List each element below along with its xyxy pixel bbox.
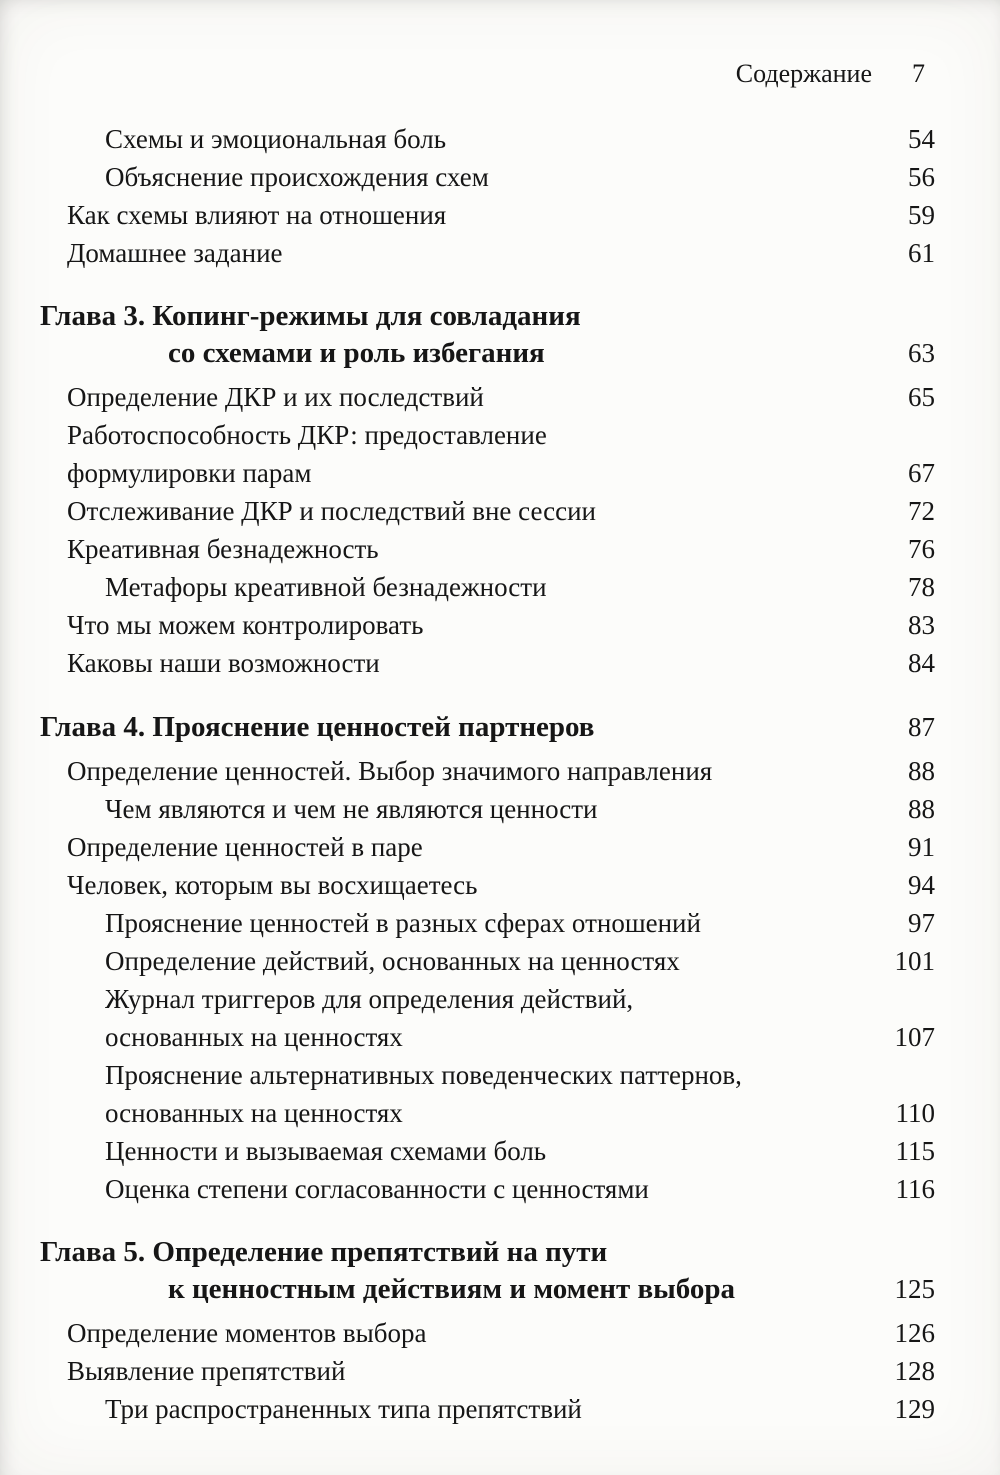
- toc-entry-label: [40, 1390, 871, 1428]
- toc-entry-label: [40, 158, 884, 196]
- toc-entry-page-number: 129: [894, 1394, 935, 1424]
- toc-entry-line: Определение ценностей в паре: [67, 832, 423, 862]
- toc-entry-page-number: 110: [895, 1098, 935, 1128]
- toc-entry-page-number: 72: [908, 496, 935, 526]
- toc-entry-label: [40, 492, 884, 530]
- toc-entry-page-number: 88: [908, 794, 935, 824]
- running-head-page-number: 7: [912, 59, 925, 88]
- toc-entry-line: со схемами и роль избегания: [168, 337, 545, 369]
- toc-entry-label: [40, 752, 884, 790]
- toc-entry-page-number: 54: [908, 124, 935, 154]
- toc-entry-label: [40, 530, 884, 568]
- toc-entry-line: Прояснение ценностей в разных сферах отношений: [105, 908, 701, 938]
- toc-entry-label: [40, 644, 884, 682]
- toc-entry-page-number: 83: [908, 610, 935, 640]
- toc-entry-page-number: 59: [908, 200, 935, 230]
- toc-entry-page-number: 97: [908, 908, 935, 938]
- toc-entry-page-number: 56: [908, 162, 935, 192]
- toc-entry-page-number: 65: [908, 382, 935, 412]
- toc-entry-label: [40, 120, 884, 158]
- toc-entry: [40, 416, 935, 492]
- toc-entry-page-number: 128: [894, 1356, 935, 1386]
- toc-entry-page-number: 107: [894, 1022, 935, 1052]
- toc-entry-label: [40, 1314, 871, 1352]
- toc-entry-label: [40, 942, 871, 980]
- toc-entry-line: Глава 4. Прояснение ценностей партнеров: [40, 711, 595, 743]
- toc-entry-line: Работоспособность ДКР: предоставление: [67, 420, 547, 450]
- toc-entry-line: Объяснение происхождения схем: [105, 162, 489, 192]
- toc-entry-line: Как схемы влияют на отношения: [67, 200, 447, 230]
- toc-entry-line: к ценностным действиям и момент выбора: [168, 1273, 736, 1305]
- toc-entry-label: [40, 568, 884, 606]
- toc-entry-label: [40, 904, 884, 942]
- toc-entry: [40, 378, 935, 416]
- toc-entry-label: [40, 1234, 871, 1308]
- toc-entry: [40, 904, 935, 942]
- toc-entry-label: [40, 378, 884, 416]
- toc-entry-label: [40, 980, 871, 1056]
- toc-entry-page-number: 101: [894, 946, 935, 976]
- toc-chapter-entry: [40, 1234, 935, 1308]
- toc-entry-label: [40, 1170, 872, 1208]
- toc-entry: [40, 158, 935, 196]
- toc-entry-line: Креативная безнадежность: [67, 534, 379, 564]
- toc-entry: [40, 1390, 935, 1428]
- toc-entry-line: основанных на ценностях: [105, 1022, 403, 1052]
- toc-chapter-entry: [40, 708, 935, 746]
- toc-entry: [40, 1056, 935, 1132]
- running-head: [40, 58, 935, 90]
- toc-entry: [40, 1352, 935, 1390]
- toc-entry-page-number: 84: [908, 648, 935, 678]
- toc-entry: [40, 980, 935, 1056]
- toc-entry-line: Прояснение альтернативных поведенческих паттернов,: [105, 1060, 742, 1090]
- toc-entry-line: Определение моментов выбора: [67, 1318, 427, 1348]
- toc-entry-label: [40, 709, 884, 746]
- toc-entry-label: [40, 234, 884, 272]
- toc-entry-line: Глава 5. Определение препятствий на пути: [40, 1236, 608, 1268]
- toc-entry-page-number: 87: [908, 712, 935, 742]
- toc-entry: [40, 530, 935, 568]
- toc-entry-line: Определение действий, основанных на ценностях: [105, 946, 680, 976]
- toc-entry-line: Отслеживание ДКР и последствий вне сессии: [67, 496, 596, 526]
- toc-entry-line: Глава 3. Копинг-режимы для совладания: [40, 300, 581, 332]
- toc-entry-page-number: 91: [908, 832, 935, 862]
- toc-entry-page-number: 125: [894, 1274, 935, 1304]
- toc-entry-page-number: 94: [908, 870, 935, 900]
- toc-chapter-entry: [40, 298, 935, 372]
- toc-entry: [40, 1132, 935, 1170]
- toc-entry-label: [40, 828, 884, 866]
- toc-entry-page-number: 61: [908, 238, 935, 268]
- toc-entry-label: [40, 298, 884, 372]
- toc-entry-label: [40, 1352, 871, 1390]
- toc-entry-page-number: 126: [894, 1318, 935, 1348]
- toc-entry: [40, 606, 935, 644]
- toc-entry-line: Домашнее задание: [67, 238, 283, 268]
- toc-entry-page-number: 78: [908, 572, 935, 602]
- toc-entry-line: Чем являются и чем не являются ценности: [105, 794, 598, 824]
- toc-entry-line: Журнал триггеров для определения действий,: [105, 984, 634, 1014]
- toc-entry: [40, 942, 935, 980]
- toc-entry-line: Человек, которым вы восхищаетесь: [67, 870, 478, 900]
- toc-entry-label: [40, 1056, 872, 1132]
- toc-entry-page-number: 116: [895, 1174, 935, 1204]
- toc-entry-line: Определение ценностей. Выбор значимого направления: [67, 756, 713, 786]
- toc-entry-page-number: 76: [908, 534, 935, 564]
- toc-entry-page-number: 88: [908, 756, 935, 786]
- toc-entry-label: [40, 416, 884, 492]
- toc-entry-line: Три распространенных типа препятствий: [105, 1394, 582, 1424]
- toc-entry: [40, 644, 935, 682]
- toc-entry: [40, 492, 935, 530]
- toc-entry-page-number: 115: [895, 1136, 935, 1166]
- toc-entry-line: Оценка степени согласованности с ценностями: [105, 1174, 649, 1204]
- toc-entry-line: Выявление препятствий: [67, 1356, 346, 1386]
- toc-entry: [40, 828, 935, 866]
- toc-entry-line: Каковы наши возможности: [67, 648, 380, 678]
- toc-entry-line: Метафоры креативной безнадежности: [105, 572, 547, 602]
- toc-entry-line: основанных на ценностях: [105, 1098, 403, 1128]
- table-of-contents: [40, 120, 935, 1428]
- toc-entry-page-number: 63: [908, 338, 935, 368]
- toc-entry: [40, 234, 935, 272]
- toc-entry-label: [40, 196, 884, 234]
- toc-entry: [40, 1170, 935, 1208]
- toc-entry-line: Схемы и эмоциональная боль: [105, 124, 447, 154]
- toc-entry: [40, 790, 935, 828]
- toc-entry: [40, 752, 935, 790]
- toc-entry: [40, 1314, 935, 1352]
- toc-entry: [40, 196, 935, 234]
- toc-entry-line: Определение ДКР и их последствий: [67, 382, 484, 412]
- toc-entry-label: [40, 866, 884, 904]
- toc-entry-label: [40, 606, 884, 644]
- toc-entry-label: [40, 790, 884, 828]
- toc-entry: [40, 120, 935, 158]
- toc-entry-line: формулировки парам: [67, 458, 312, 488]
- toc-entry-line: Что мы можем контролировать: [67, 610, 424, 640]
- toc-entry-label: [40, 1132, 872, 1170]
- toc-entry-line: Ценности и вызываемая схемами боль: [105, 1136, 547, 1166]
- running-head-title: Содержание: [735, 59, 872, 88]
- toc-entry: [40, 866, 935, 904]
- toc-entry: [40, 568, 935, 606]
- toc-entry-page-number: 67: [908, 458, 935, 488]
